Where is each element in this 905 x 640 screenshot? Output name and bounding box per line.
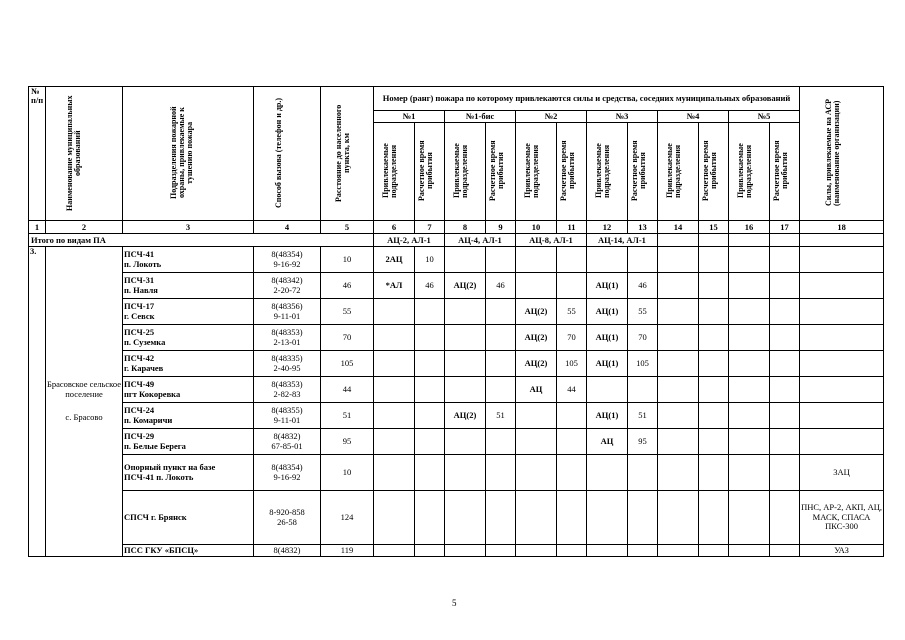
rank1-time	[415, 429, 445, 455]
unit-cell: ПСЧ-42 г. Карачев	[123, 351, 254, 377]
distance-cell: 51	[321, 403, 374, 429]
column-number: 2	[46, 221, 123, 234]
rank1-unit	[374, 403, 415, 429]
rank1bis-time	[486, 351, 516, 377]
asr-cell	[800, 403, 884, 429]
distance-cell: 46	[321, 273, 374, 299]
column-number: 6	[374, 221, 415, 234]
header-rank-1bis: №1-бис	[445, 111, 516, 123]
rank1bis-time: 51	[486, 403, 516, 429]
municipality-name: Брасовское сельское поселение	[47, 378, 121, 399]
rank1-unit	[374, 351, 415, 377]
totals-rank-2: АЦ-8, АЛ-1	[516, 234, 587, 247]
rank2-time: 105	[557, 351, 587, 377]
rank3-time: 95	[628, 429, 658, 455]
rank1bis-unit	[445, 299, 486, 325]
header-attracted-3: Привлекаемые подразделения	[587, 123, 628, 221]
table-row	[29, 351, 884, 377]
rank1-time	[415, 377, 445, 403]
rank1bis-unit: АЦ(2)	[445, 273, 486, 299]
header-attracted-1bis: Привлекаемые подразделения	[445, 123, 486, 221]
rank1bis-time	[486, 429, 516, 455]
header-number: № п/п	[29, 87, 46, 221]
rank2-unit	[516, 273, 557, 299]
header-time-3: Расчетное время прибытия	[628, 123, 658, 221]
rank2-time: 44	[557, 377, 587, 403]
rank1bis-unit	[445, 351, 486, 377]
table-row	[29, 299, 884, 325]
call-cell: 8(48342) 2-20-72	[254, 273, 321, 299]
rank3-unit	[587, 377, 628, 403]
rank1-unit	[374, 429, 415, 455]
totals-rank-1: АЦ-2, АЛ-1	[374, 234, 445, 247]
distance-cell: 119	[321, 545, 374, 557]
rank1bis-unit	[445, 325, 486, 351]
rank3-unit: АЦ(1)	[587, 351, 628, 377]
unit-cell: ПСЧ-24 п. Комаричи	[123, 403, 254, 429]
column-number: 9	[486, 221, 516, 234]
header-time-4: Расчетное время прибытия	[699, 123, 729, 221]
column-number: 1	[29, 221, 46, 234]
unit-cell: ПСЧ-31 п. Навля	[123, 273, 254, 299]
rank2-unit: АЦ(2)	[516, 325, 557, 351]
distance-cell: 10	[321, 455, 374, 491]
unit-cell: ПСЧ-17 г. Севск	[123, 299, 254, 325]
table-row	[29, 247, 884, 273]
distance-cell: 95	[321, 429, 374, 455]
distance-cell: 124	[321, 491, 374, 545]
rank1bis-time	[486, 299, 516, 325]
unit-cell: ПСС ГКУ «БПСЦ»	[123, 545, 254, 557]
column-number: 16	[729, 221, 770, 234]
header-distance: Расстояние до населенного пункта, км	[321, 87, 374, 221]
header-time-5: Расчетное время прибытия	[770, 123, 800, 221]
rank1-time	[415, 325, 445, 351]
table-row	[29, 377, 884, 403]
rank1-time	[415, 299, 445, 325]
call-cell: 8(48356) 9-11-01	[254, 299, 321, 325]
rank1bis-time	[486, 325, 516, 351]
table-row	[29, 429, 884, 455]
unit-cell: ПСЧ-29 п. Белые Берега	[123, 429, 254, 455]
table-row-base	[29, 455, 884, 491]
header-attracted-4: Привлекаемые подразделения	[658, 123, 699, 221]
rank3-time: 105	[628, 351, 658, 377]
column-number: 13	[628, 221, 658, 234]
unit-cell: Опорный пункт на базе ПСЧ-41 п. Локоть	[123, 455, 254, 491]
column-number: 5	[321, 221, 374, 234]
column-number: 17	[770, 221, 800, 234]
call-cell: 8(4832)	[254, 545, 321, 557]
header-asr: Силы, привлекаемые на АСР (наименование организации)	[800, 87, 884, 221]
rank1-unit	[374, 325, 415, 351]
asr-cell	[800, 273, 884, 299]
rank3-unit: АЦ	[587, 429, 628, 455]
totals-row	[29, 234, 884, 247]
asr-cell	[800, 377, 884, 403]
rank1bis-time: 46	[486, 273, 516, 299]
totals-rank-1bis: АЦ-4, АЛ-1	[445, 234, 516, 247]
rank2-time	[557, 403, 587, 429]
table-row	[29, 325, 884, 351]
header-attracted-5: Привлекаемые подразделения	[729, 123, 770, 221]
asr-cell	[800, 299, 884, 325]
rank1-time: 46	[415, 273, 445, 299]
rank1-unit: *АЛ	[374, 273, 415, 299]
rank2-time: 70	[557, 325, 587, 351]
header-units: Подразделения пожарной охраны, привлекаемые к тушению пожара	[123, 87, 254, 221]
rank3-time: 51	[628, 403, 658, 429]
header-attracted-2: Привлекаемые подразделения	[516, 123, 557, 221]
rank2-time	[557, 273, 587, 299]
header-time-1bis: Расчетное время прибытия	[486, 123, 516, 221]
rank3-time: 70	[628, 325, 658, 351]
header-rank-group: Номер (ранг) пожара по которому привлекаются силы и средства, соседних муниципальных образований	[374, 87, 800, 111]
asr-cell	[800, 351, 884, 377]
rank2-unit: АЦ(2)	[516, 299, 557, 325]
municipality-cell	[46, 247, 123, 557]
distance-cell: 70	[321, 325, 374, 351]
distance-cell: 10	[321, 247, 374, 273]
header-time-2: Расчетное время прибытия	[557, 123, 587, 221]
asr-cell: ПНС, АР-2, АКП, АЦ, МАСК, СПАСА ПКС-300	[800, 491, 884, 545]
rank1-time	[415, 351, 445, 377]
distance-cell: 105	[321, 351, 374, 377]
call-cell: 8-920-858 26-58	[254, 491, 321, 545]
unit-cell: СПСЧ г. Брянск	[123, 491, 254, 545]
column-number: 18	[800, 221, 884, 234]
asr-cell	[800, 247, 884, 273]
call-cell: 8(48354) 9-16-92	[254, 247, 321, 273]
rank3-unit: АЦ(1)	[587, 273, 628, 299]
totals-label: Итого по видам ПА	[29, 234, 374, 247]
rank1bis-unit	[445, 429, 486, 455]
rank3-unit: АЦ(1)	[587, 325, 628, 351]
rank3-time	[628, 377, 658, 403]
column-number: 4	[254, 221, 321, 234]
header-call-method: Способ вызова (телефон и др.)	[254, 87, 321, 221]
call-cell: 8(48355) 9-11-01	[254, 403, 321, 429]
table-row	[29, 273, 884, 299]
distance-cell: 44	[321, 377, 374, 403]
column-number: 7	[415, 221, 445, 234]
column-number: 8	[445, 221, 486, 234]
asr-cell	[800, 325, 884, 351]
rank2-unit	[516, 403, 557, 429]
unit-cell: ПСЧ-25 п. Суземка	[123, 325, 254, 351]
rank3-unit: АЦ(1)	[587, 299, 628, 325]
column-number: 12	[587, 221, 628, 234]
page-number: 5	[452, 598, 457, 608]
unit-cell: ПСЧ-49 пгт Кокоревка	[123, 377, 254, 403]
unit-cell: ПСЧ-41 п. Локоть	[123, 247, 254, 273]
call-cell: 8(48335) 2-40-95	[254, 351, 321, 377]
column-number: 10	[516, 221, 557, 234]
asr-cell	[800, 429, 884, 455]
table-row-spsch	[29, 491, 884, 545]
rank2-unit	[516, 247, 557, 273]
rank1-time: 10	[415, 247, 445, 273]
rank1bis-unit: АЦ(2)	[445, 403, 486, 429]
rank1-unit	[374, 299, 415, 325]
asr-cell: УАЗ	[800, 545, 884, 557]
rank3-time: 46	[628, 273, 658, 299]
totals-rank-3: АЦ-14, АЛ-1	[587, 234, 658, 247]
column-number: 11	[557, 221, 587, 234]
column-number: 15	[699, 221, 729, 234]
call-cell: 8(4832) 67-85-01	[254, 429, 321, 455]
rank2-unit	[516, 429, 557, 455]
municipality-town: с. Брасово	[65, 412, 103, 423]
call-cell: 8(48353) 2-82-83	[254, 377, 321, 403]
rank1bis-unit	[445, 377, 486, 403]
call-cell: 8(48354) 9-16-92	[254, 455, 321, 491]
table-row	[29, 403, 884, 429]
column-number: 14	[658, 221, 699, 234]
rank1bis-time	[486, 247, 516, 273]
call-cell: 8(48353) 2-13-01	[254, 325, 321, 351]
rank3-unit: АЦ(1)	[587, 403, 628, 429]
header-attracted-1: Привлекаемые подразделения	[374, 123, 415, 221]
column-number: 3	[123, 221, 254, 234]
table-row-pss	[29, 545, 884, 557]
rank1bis-unit	[445, 247, 486, 273]
rank2-time	[557, 429, 587, 455]
header-rank-1: №1	[374, 111, 445, 123]
column-number-row	[29, 221, 884, 234]
rank2-unit: АЦ	[516, 377, 557, 403]
rank3-unit	[587, 247, 628, 273]
header-time-1: Расчетное время прибытия	[415, 123, 445, 221]
distance-cell: 55	[321, 299, 374, 325]
rank3-time	[628, 247, 658, 273]
fire-forces-table	[28, 86, 884, 557]
rank1-time	[415, 403, 445, 429]
rank1bis-time	[486, 377, 516, 403]
asr-cell: 3АЦ	[800, 455, 884, 491]
header-rank-5: №5	[729, 111, 800, 123]
section-number: 3.	[29, 247, 46, 557]
rank1-unit: 2АЦ	[374, 247, 415, 273]
rank2-time	[557, 247, 587, 273]
header-municipality: Наименование муниципальных образований	[46, 87, 123, 221]
header-rank-2: №2	[516, 111, 587, 123]
header-rank-4: №4	[658, 111, 729, 123]
rank2-time: 55	[557, 299, 587, 325]
rank2-unit: АЦ(2)	[516, 351, 557, 377]
rank1-unit	[374, 377, 415, 403]
rank3-time: 55	[628, 299, 658, 325]
header-rank-3: №3	[587, 111, 658, 123]
